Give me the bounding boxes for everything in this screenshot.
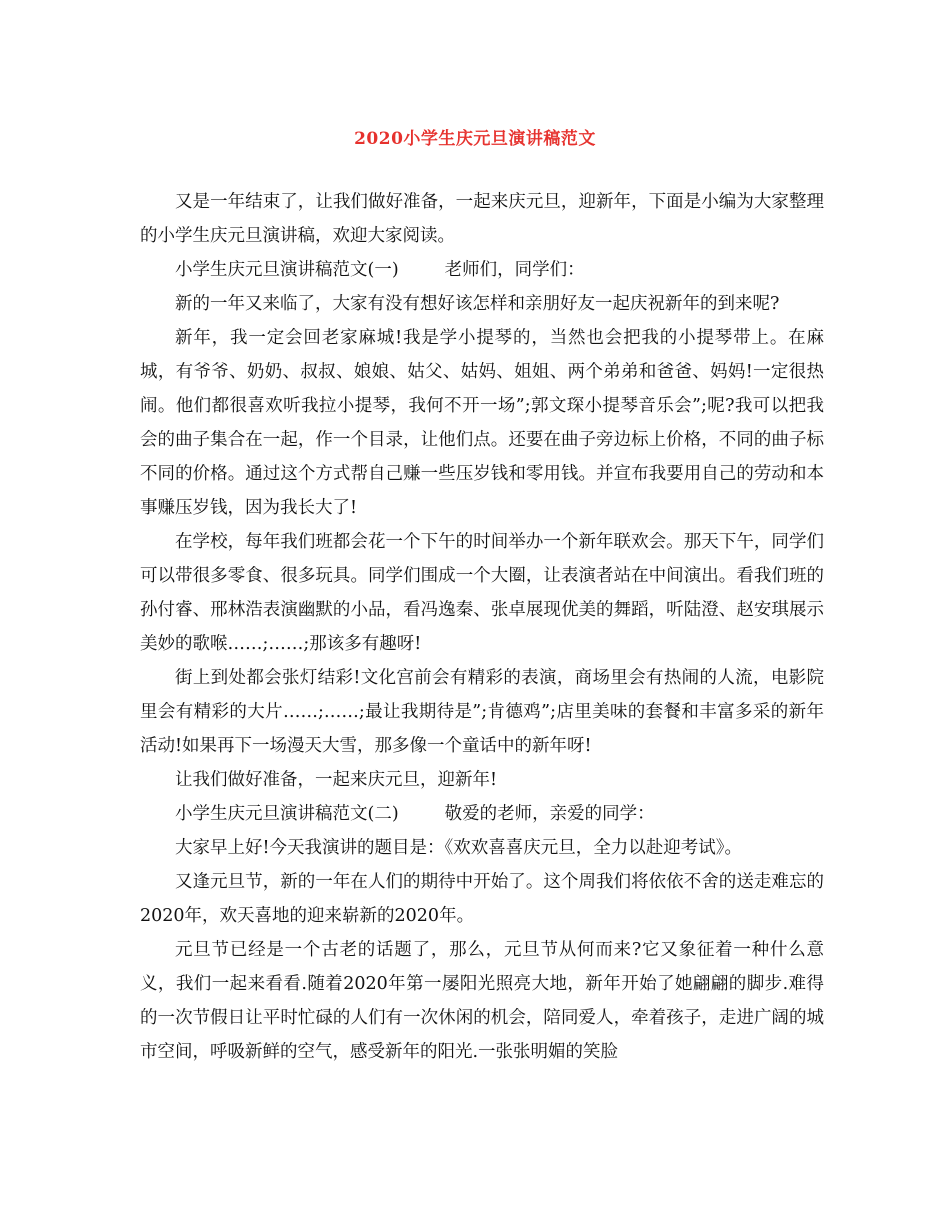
paragraph: 又是一年结束了，让我们做好准备，一起来庆元旦，迎新年，下面是小编为大家整理的小学生庆元旦演讲稿，欢迎大家阅读。 — [140, 192, 824, 246]
paragraph: 在学校，每年我们班都会花一个下午的时间举办一个新年联欢会。那天下午，同学们可以带很多零食、很多玩具。同学们围成一个大圈，让表演者站在中间演出。看我们班的孙付睿、邢林浩表演幽默的小品，看冯逸秦、张卓展现优美的舞蹈，听陆澄、赵安琪展示美妙的歌喉……;……;那该多有趣呀! — [140, 532, 824, 654]
section-heading-line — [140, 253, 824, 287]
paragraph: 新的一年又来临了，大家有没有想好该怎样和亲朋好友一起庆祝新年的到来呢? — [175, 294, 780, 314]
paragraph: 大家早上好!今天我演讲的题目是：《欢欢喜喜庆元旦，全力以赴迎考试》。 — [175, 838, 743, 858]
section-heading: 小学生庆元旦演讲稿范文(二) — [175, 804, 399, 824]
section-heading-line — [140, 797, 824, 831]
paragraph: 新年，我一定会回老家麻城!我是学小提琴的，当然也会把我的小提琴带上。在麻城，有爷爷、奶奶、叔叔、娘娘、姑父、姑妈、姐姐、两个弟弟和爸爸、妈妈!一定很热闹。他们都很喜欢听我拉小提琴，我何不开一场”;郭文琛小提琴音乐会”;呢?我可以把我会的曲子集合在一起，作一个目录，让他们点。还要在曲子旁边标上价格，不同的曲子标不同的价格。通过这个方式帮自己赚一些压岁钱和零用钱。并宣布我要用自己的劳动和本事赚压岁钱，因为我长大了! — [140, 328, 824, 518]
paragraph: 元旦节已经是一个古老的话题了，那么，元旦节从何而来?它又象征着一种什么意义，我们一起来看看.随着2020年第一屡阳光照亮大地，新年开始了她翩翩的脚步.难得的一次节假日让平时忙碌的人们有一次休闲的机会，陪同爱人，牵着孩子，走进广阔的城市空间，呼吸新鲜的空气，感受新年的阳光.一张张明媚的笑脸 — [140, 940, 824, 1062]
section-heading: 小学生庆元旦演讲稿范文(一) — [175, 260, 399, 280]
greeting: 老师们，同学们： — [444, 260, 585, 280]
document-body — [140, 185, 824, 1069]
paragraph: 街上到处都会张灯结彩!文化宫前会有精彩的表演，商场里会有热闹的人流，电影院里会有精彩的大片……;……;最让我期待是”;肯德鸡”;店里美味的套餐和丰富多采的新年活动!如果再下一场漫天大雪，那多像一个童话中的新年呀! — [140, 668, 824, 756]
document-title: 2020小学生庆元旦演讲稿范文 — [354, 129, 596, 149]
paragraph: 让我们做好准备，一起来庆元旦，迎新年! — [175, 770, 498, 790]
greeting: 敬爱的老师，亲爱的同学： — [444, 804, 655, 824]
paragraph: 又逢元旦节，新的一年在人们的期待中开始了。这个周我们将依依不舍的送走难忘的2020年，欢天喜地的迎来崭新的2020年。 — [140, 872, 824, 926]
